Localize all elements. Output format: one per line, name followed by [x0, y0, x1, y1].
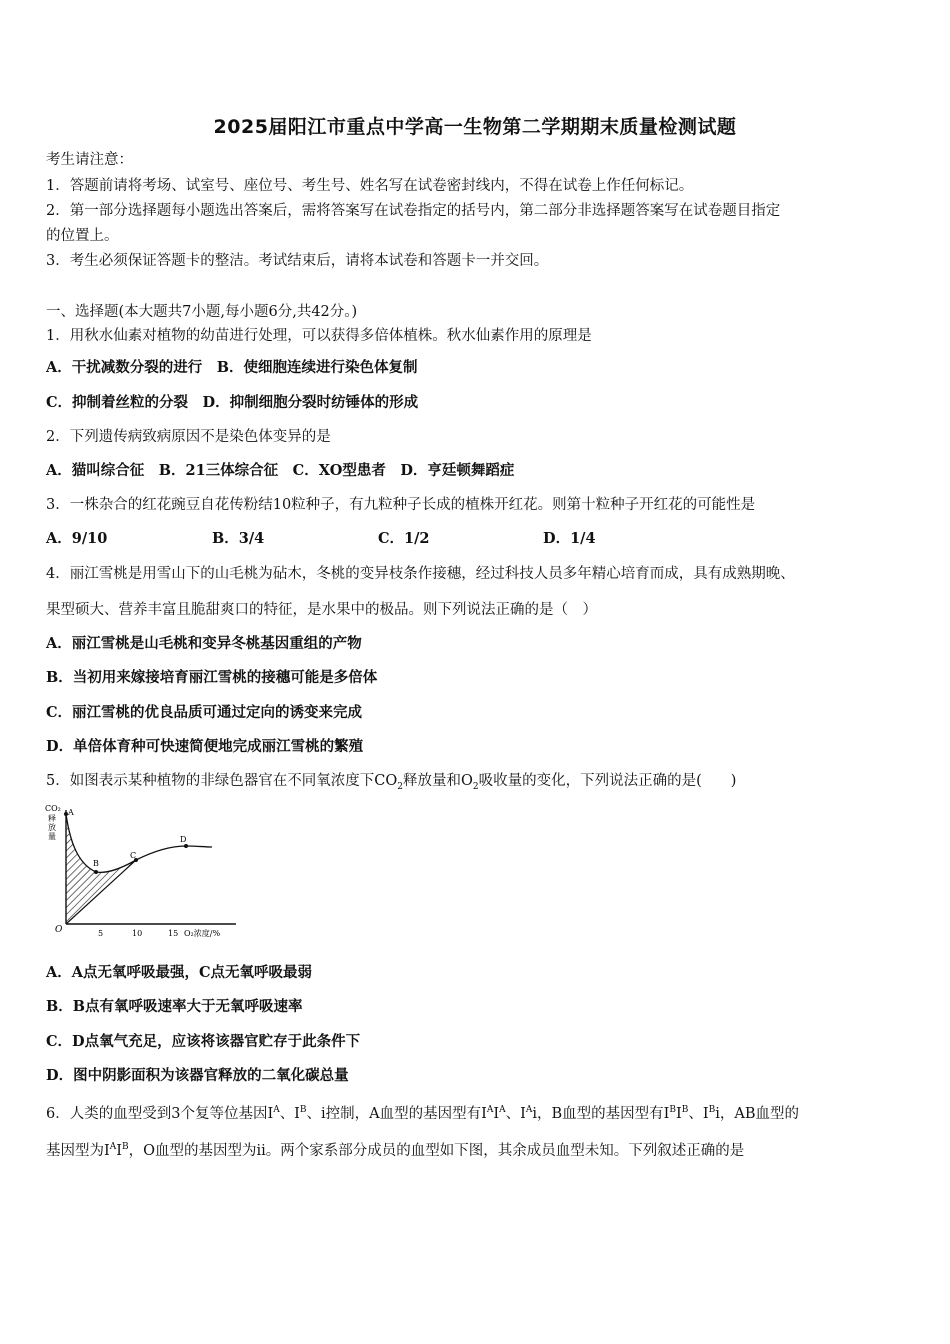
y-axis-label: CO₂: [45, 804, 61, 813]
question-4-option-a: A．丽江雪桃是山毛桃和变异冬桃基因重组的产物: [46, 635, 362, 652]
question-3-option-c: C．1/2: [378, 530, 430, 547]
q6-sup: B: [121, 1142, 129, 1152]
question-6-stem: [46, 1137, 744, 1161]
q6-sup: A: [499, 1105, 506, 1115]
x-axis-label: O₂浓度/%: [184, 929, 221, 938]
point-d-label: D: [180, 835, 187, 844]
question-5-option-c: C．D点氧气充足，应该将该器官贮存于此条件下: [46, 1033, 361, 1050]
question-1-options-row: C．抑制着丝粒的分裂 D．抑制细胞分裂时纺锤体的形成: [46, 394, 419, 411]
question-2-options-row: A．猫叫综合征 B．21三体综合征 C．XO型患者 D．亨廷顿舞蹈症: [46, 462, 515, 479]
section-heading: 一、选择题(本大题共7小题,每小题6分,共42分。): [46, 304, 358, 320]
point-a-label: A: [68, 808, 74, 817]
q6-text: I: [676, 1105, 682, 1122]
q6-text: i，AB血型的: [715, 1105, 799, 1122]
question-4-stem: 4．丽江雪桃是用雪山下的山毛桃为砧木，冬桃的变异枝条作接穗，经过科技人员多年精心培育而成，具有成熟期晚、: [46, 566, 795, 582]
question-1-stem: 1．用秋水仙素对植物的幼苗进行处理，可以获得多倍体植株。秋水仙素作用的原理是: [46, 328, 592, 344]
page-title: 2025届阳江市重点中学高一生物第二学期期末质量检测试题: [213, 116, 737, 138]
q5-stem-part: 吸收量的变化，下列说法正确的是( ): [478, 773, 737, 789]
q6-text: 6．人类的血型受到3个复等位基因I: [46, 1105, 274, 1122]
q6-text: ，O血型的基因型为ii。两个家系部分成员的血型如下图，其余成员血型未知。下列叙述正确的是: [128, 1142, 745, 1159]
question-5-option-a: A．A点无氧呼吸最强，C点无氧呼吸最弱: [46, 964, 313, 981]
q6-sup: A: [273, 1105, 280, 1115]
point-b-label: B: [93, 859, 99, 868]
question-4-stem: 果型硕大、营养丰富且脆甜爽口的特征，是水果中的极品。则下列说法正确的是（ ）: [46, 602, 597, 618]
question-3-option-d: D．1/4: [543, 530, 596, 547]
point-b-marker: [94, 870, 98, 874]
q5-stem-part: 释放量和O: [402, 773, 473, 789]
q5-stem-part: 5．如图表示某种植物的非绿色器官在不同氧浓度下CO: [46, 773, 398, 789]
co2-curve: [66, 814, 212, 872]
q6-sup: B: [708, 1105, 716, 1115]
q6-sup: B: [669, 1105, 677, 1115]
origin-label: O: [55, 925, 63, 935]
q6-sup: A: [109, 1142, 117, 1152]
notice-heading: 考生请注意：: [46, 152, 133, 168]
question-1-options-row: A．干扰减数分裂的进行 B．使细胞连续进行染色体复制: [46, 359, 418, 376]
question-5-option-b: B．B点有氧呼吸速率大于无氧呼吸速率: [46, 998, 303, 1015]
point-c-label: C: [130, 851, 137, 860]
q6-text: 基因型为I: [46, 1142, 110, 1159]
notice-item: 2．第一部分选择题每小题选出答案后，需将答案写在试卷指定的括号内，第二部分非选择题答案写在试卷题目指定: [46, 203, 781, 219]
question-2-stem: 2．下列遗传病致病原因不是染色体变异的是: [46, 429, 331, 445]
q6-text: I: [493, 1105, 500, 1122]
respiration-graph: [44, 802, 240, 942]
question-6-stem: [46, 1100, 799, 1124]
q6-text: 、i控制，A血型的基因型有I: [306, 1105, 487, 1122]
q6-sup: A: [486, 1105, 494, 1115]
question-4-option-b: B．当初用来嫁接培育丽江雪桃的接穗可能是多倍体: [46, 669, 378, 686]
question-3-option-b: B．3/4: [212, 530, 265, 547]
question-3-stem: 3．一株杂合的红花豌豆自花传粉结10粒种子，有九粒种子长成的植株开红花。则第十粒种子开红花的可能性是: [46, 497, 756, 513]
question-3-option-a: A．9/10: [46, 530, 108, 547]
question-4-option-c: C．丽江雪桃的优良品质可通过定向的诱变来完成: [46, 704, 363, 721]
notice-item: 的位置上。: [46, 228, 119, 244]
q5-subscript: 2: [472, 781, 479, 792]
question-5-option-d: D．图中阴影面积为该器官释放的二氧化碳总量: [46, 1067, 349, 1084]
point-d-marker: [184, 844, 188, 848]
q6-text: 、I: [279, 1105, 300, 1122]
y-axis-label: 放: [48, 823, 56, 832]
x-tick-label: 5: [98, 929, 104, 938]
q6-sup: A: [525, 1105, 533, 1115]
q6-sup: B: [299, 1105, 307, 1115]
q6-text: 、I: [505, 1105, 526, 1122]
notice-item: 1．答题前请将考场、试室号、座位号、考生号、姓名写在试卷密封线内，不得在试卷上作任何标记。: [46, 178, 694, 194]
y-axis-label: 释: [48, 814, 56, 823]
q6-text: i，B血型的基因型有I: [532, 1105, 670, 1122]
q6-text: 、I: [688, 1105, 709, 1122]
x-tick-label: 15: [168, 929, 179, 938]
notice-item: 3．考生必须保证答题卡的整洁。考试结束后，请将本试卷和答题卡一并交回。: [46, 253, 549, 269]
y-axis-label: 量: [48, 832, 56, 841]
q6-text: I: [116, 1142, 122, 1159]
q5-subscript: 2: [397, 781, 403, 792]
q6-sup: B: [681, 1105, 689, 1115]
question-4-option-d: D．单倍体育种可快速简便地完成丽江雪桃的繁殖: [46, 738, 364, 755]
question-5-stem: [46, 771, 736, 797]
x-tick-label: 10: [132, 929, 143, 938]
